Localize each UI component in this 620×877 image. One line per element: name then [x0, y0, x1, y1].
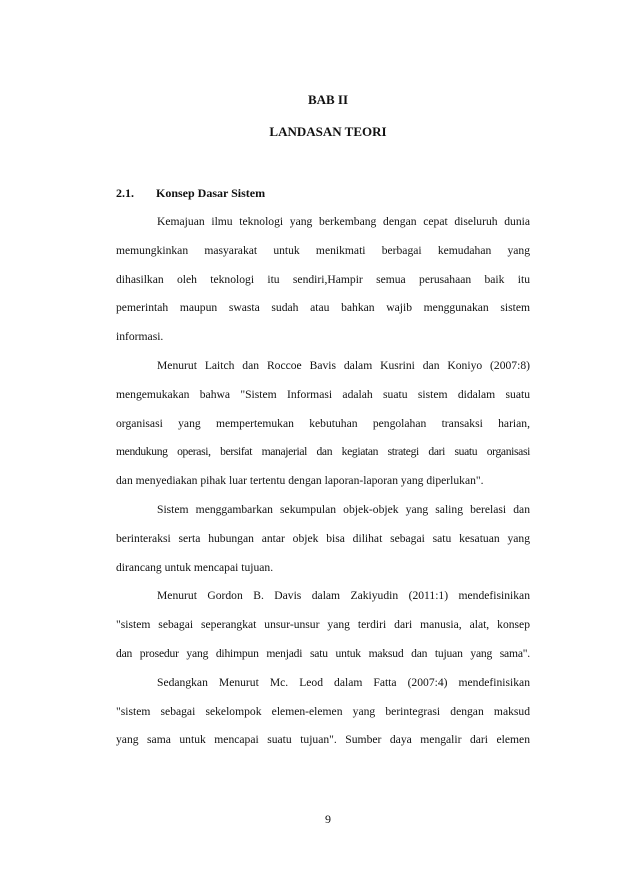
text-line: informasi.	[116, 330, 164, 344]
text-line: yang sama untuk mencapai suatu tujuan". Sumber daya mengalir dari elemen	[116, 733, 530, 747]
text-line: Kemajuan ilmu teknologi yang berkembang dengan cepat diseluruh dunia	[157, 215, 530, 228]
chapter-label: BAB II	[307, 92, 349, 107]
page-number: 9	[325, 812, 331, 826]
chapter-title: LANDASAN TEORI	[269, 124, 387, 139]
body-text	[116, 208, 530, 755]
text-line: organisasi yang mempertemukan kebutuhan pengolahan transaksi harian,	[116, 416, 530, 430]
text-line: berinteraksi serta hubungan antar objek bisa dilihat sebagai satu kesatuan yang	[116, 531, 530, 545]
text-line: "sistem sebagai sekelompok elemen-elemen yang berintegrasi dengan maksud	[116, 704, 530, 718]
text-line: Sistem menggambarkan sekumpulan objek-objek yang saling berelasi dan	[157, 502, 530, 516]
text-line: mengemukakan bahwa "Sistem Informasi adalah suatu sistem didalam suatu	[116, 387, 530, 401]
text-line: memungkinkan masyarakat untuk menikmati berbagai kemudahan yang	[116, 243, 530, 257]
text-line: dan prosedur yang dihimpun menjadi satu untuk maksud dan tujuan yang sama".	[116, 646, 530, 660]
text-line: "sistem sebagai seperangkat unsur-unsur yang terdiri dari manusia, alat, konsep	[116, 618, 530, 632]
text-line: mendukung operasi, bersifat manajerial dan kegiatan strategi dari suatu organisasi	[116, 445, 530, 459]
section-number: 2.1.	[116, 186, 134, 200]
text-line: dirancang untuk mencapai tujuan.	[116, 560, 274, 574]
text-line: dihasilkan oleh teknologi itu sendiri,Hampir semua perusahaan baik itu	[116, 272, 530, 286]
text-line: Menurut Laitch dan Roccoe Bavis dalam Kusrini dan Koniyo (2007:8)	[157, 358, 530, 372]
text-line: Sedangkan Menurut Mc. Leod dalam Fatta (2007:4) mendefinisikan	[157, 675, 530, 689]
text-line: pemerintah maupun swasta sudah atau bahkan wajib menggunakan sistem	[116, 301, 530, 315]
text-line: dan menyediakan pihak luar tertentu dengan laporan-laporan yang diperlukan".	[116, 474, 484, 488]
text-line: Menurut Gordon B. Davis dalam Zakiyudin (2011:1) mendefisinikan	[157, 589, 530, 603]
section-title: Konsep Dasar Sistem	[156, 186, 266, 200]
